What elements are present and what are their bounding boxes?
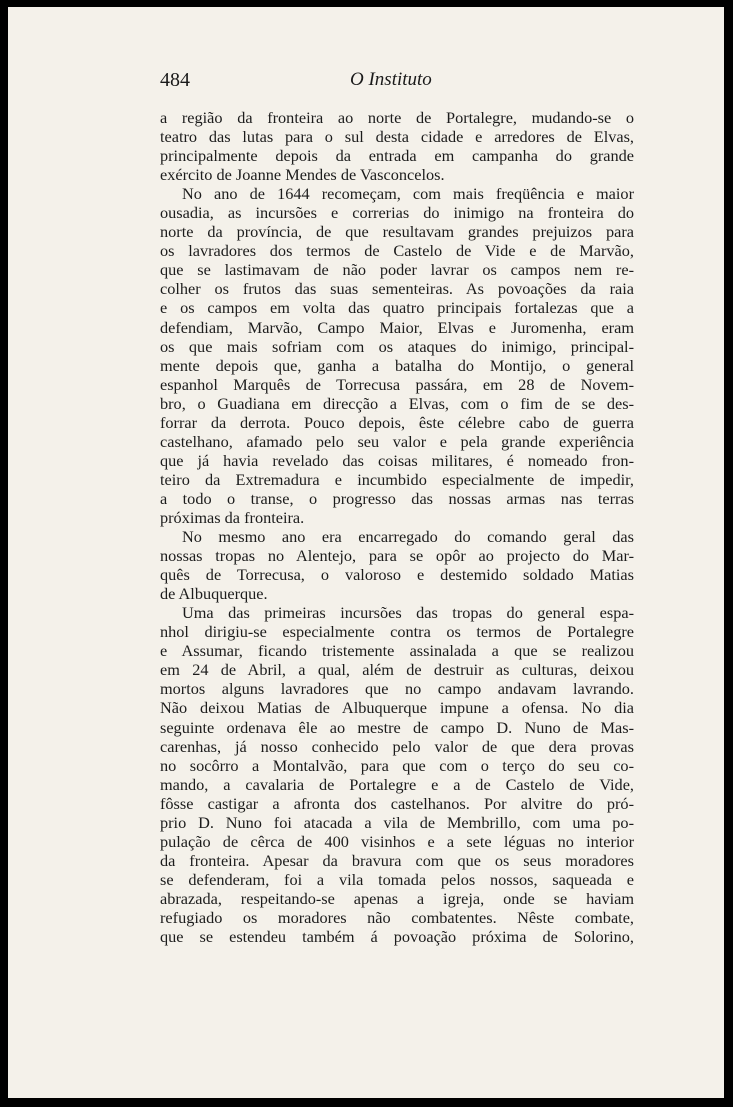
text-line: seguinte ordenava êle ao mestre de campo D. Nuno de Mas-	[160, 717, 634, 737]
text-line: Não deixou Matias de Albuquerque impune a ofensa. No dia	[160, 698, 634, 718]
text-line: colher os frutos das suas sementeiras. As povoações da raia	[160, 279, 634, 299]
text-line: refugiado os moradores não combatentes. Nêste combate,	[160, 907, 634, 927]
text-line: os que mais sofriam com os ataques do inimigo, principal-	[160, 336, 634, 356]
text-line: de Albuquerque.	[160, 584, 268, 604]
text-line: a todo o transe, o progresso das nossas armas nas terras	[160, 488, 634, 508]
text-line: em 24 de Abril, a qual, além de destruir as culturas, deixou	[160, 660, 634, 680]
text-line: teiro da Extremadura e incumbido especialmente de impedir,	[160, 469, 634, 489]
paragraph	[160, 603, 634, 946]
text-line: Uma das primeiras incursões das tropas do general espa-	[182, 603, 634, 623]
text-line: fôsse castigar a afronta dos castelhanos. Por alvitre do pró-	[160, 793, 634, 813]
text-line: teatro das lutas para o sul desta cidade e arredores de Elvas,	[160, 127, 634, 147]
running-title: O Instituto	[350, 69, 432, 90]
book-page	[8, 7, 724, 1098]
text-line: e os campos em volta das quatro principais fortalezas que a	[160, 298, 634, 318]
page-number: 484	[160, 69, 190, 91]
paragraph	[160, 184, 634, 527]
text-line: abrazada, respeitando-se apenas a igreja, onde se haviam	[160, 888, 634, 908]
text-line: forrar da derrota. Pouco depois, êste célebre cabo de guerra	[160, 412, 634, 432]
text-line: carenhas, já nosso conhecido pelo valor de que dera provas	[160, 736, 634, 756]
text-line: bro, o Guadiana em direcção a Elvas, com o fim de se des-	[160, 393, 634, 413]
text-line: da fronteira. Apesar da bravura com que os seus moradores	[160, 850, 634, 870]
text-line: que se lastimavam de não poder lavrar os campos nem re-	[160, 260, 634, 280]
text-line: norte da província, de que resultavam grandes prejuizos para	[160, 222, 634, 242]
text-line: castelhano, afamado pelo seu valor e pela grande experiência	[160, 431, 634, 451]
paragraph	[160, 527, 634, 603]
text-line: ousadia, as incursões e correrias do inimigo na fronteira do	[160, 203, 634, 223]
text-line: mente depois que, ganha a batalha do Montijo, o general	[160, 355, 634, 375]
text-line: no socôrro a Montalvão, para que com o terço do seu co-	[160, 755, 634, 775]
text-line: que já havia revelado das coisas militares, é nomeado fron-	[160, 450, 634, 470]
text-line: No mesmo ano era encarregado do comando geral das	[182, 527, 634, 547]
text-line: principalmente depois da entrada em campanha do grande	[160, 146, 634, 166]
text-line: mortos alguns lavradores que no campo andavam lavrando.	[160, 679, 634, 699]
text-line: prio D. Nuno foi atacada a vila de Membrillo, com uma po-	[160, 812, 634, 832]
text-line: defendiam, Marvão, Campo Maior, Elvas e Juromenha, eram	[160, 317, 634, 337]
paragraph	[160, 108, 634, 184]
text-line: mando, a cavalaria de Portalegre e a de Castelo de Vide,	[160, 774, 634, 794]
text-line: próximas da fronteira.	[160, 507, 305, 527]
text-line: No ano de 1644 recomeçam, com mais freqüência e maior	[182, 184, 634, 204]
text-line: a região da fronteira ao norte de Portalegre, mudando-se o	[160, 108, 634, 127]
page-header	[160, 69, 634, 99]
text-line: nossas tropas no Alentejo, para se opôr ao projecto do Mar-	[160, 546, 634, 566]
body-text	[160, 108, 634, 946]
text-line: nhol dirigiu-se especialmente contra os termos de Portalegre	[160, 622, 634, 642]
text-line: exército de Joanne Mendes de Vasconcelos.	[160, 165, 445, 185]
text-line: os lavradores dos termos de Castelo de Vide e de Marvão,	[160, 241, 634, 261]
text-line: espanhol Marquês de Torrecusa passára, em 28 de Novem-	[160, 374, 634, 394]
text-line: quês de Torrecusa, o valoroso e destemido soldado Matias	[160, 565, 634, 585]
text-line: pulação de cêrca de 400 visinhos e a sete léguas no interior	[160, 831, 634, 851]
text-line: e Assumar, ficando tristemente assinalada a que se realizou	[160, 641, 634, 661]
text-line: que se estendeu também á povoação próxima de Solorino,	[160, 927, 634, 947]
text-line: se defenderam, foi a vila tomada pelos nossos, saqueada e	[160, 869, 634, 889]
